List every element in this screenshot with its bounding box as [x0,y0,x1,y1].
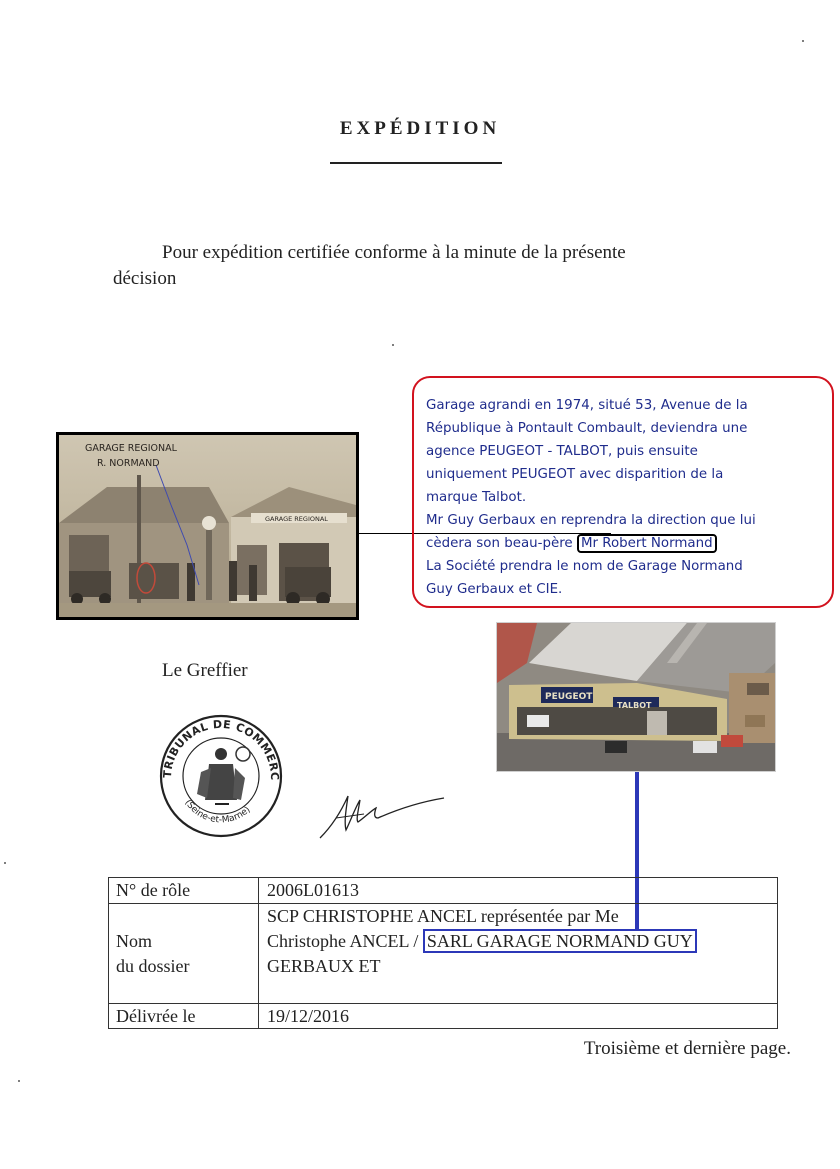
table-row [109,1004,778,1029]
greffier-label: Le Greffier [162,660,248,681]
annotation-line: agence PEUGEOT - TALBOT, puis ensuite [426,444,698,459]
old-garage-postcard-photo [56,432,359,620]
document-title: EXPÉDITION [339,118,501,139]
annotation-line: La Société prendra le nom de Garage Normand [426,559,743,574]
court-stamp-seal [155,708,285,840]
annotation-line: uniquement PEUGEOT avec disparition de la [426,467,724,482]
nom-value [259,904,778,1004]
nom-label-line-2: du dossier [116,955,190,976]
nom-value-line-1: SCP CHRISTOPHE ANCEL représentée par Me [267,906,619,926]
title-underline [330,162,502,164]
stamp-top-text: TRIBUNAL DE COMMERC [160,717,282,781]
annotation-line: Mr Guy Gerbaux en reprendra la direction que lui [426,513,756,528]
scan-speck [802,40,804,42]
nom-value-line-3: GERBAUX ET [267,956,381,976]
annotation-line: marque Talbot. [426,490,527,505]
table-row [109,904,778,1004]
handwritten-signature [316,788,448,844]
certification-paragraph [113,240,713,292]
aerial-garage-photo [496,622,776,772]
postcard-caption-1: GARAGE REGIONAL [85,443,177,454]
certification-line-1: Pour expédition certifiée conforme à la minute de la présente [162,242,626,263]
postcard-building-sign: GARAGE REGIONAL [265,515,328,523]
scan-speck [18,1080,20,1082]
case-info-table [108,877,778,1029]
aerial-talbot-sign: TALBOT [617,701,652,710]
scan-speck [392,344,394,346]
svg-text:(Seine-et-Marne) [182,798,252,825]
nom-value-line-2-prefix: Christophe ANCEL / [267,931,423,951]
aerial-peugeot-sign: PEUGEOT [545,692,593,702]
date-label: Délivrée le [109,1004,259,1029]
table-row [109,878,778,904]
certification-line-2: décision [113,268,177,289]
annotation-line: Guy Gerbaux et CIE. [426,582,563,597]
highlighted-company-name: SARL GARAGE NORMAND GUY [423,929,697,953]
stamp-bottom-text: (Seine-et-Marne) [182,798,253,826]
role-value: 2006L01613 [259,878,778,904]
annotation-line: Garage agrandi en 1974, situé 53, Avenue de la [426,398,748,413]
postcard-caption-2: R. NORMAND [97,458,160,469]
date-value: 19/12/2016 [259,1004,778,1029]
annotation-text [426,394,830,601]
page-footer-note: Troisième et dernière page. [583,1038,791,1059]
scan-speck [4,862,6,864]
nom-label [109,904,259,1004]
annotation-line: cèdera son beau-père [426,536,573,551]
highlighted-name: Mr Robert Normand [577,534,717,553]
annotation-line: République à Pontault Combault, deviendra une [426,421,748,436]
nom-label-line-1: Nom [116,930,152,951]
role-label: N° de rôle [109,878,259,904]
